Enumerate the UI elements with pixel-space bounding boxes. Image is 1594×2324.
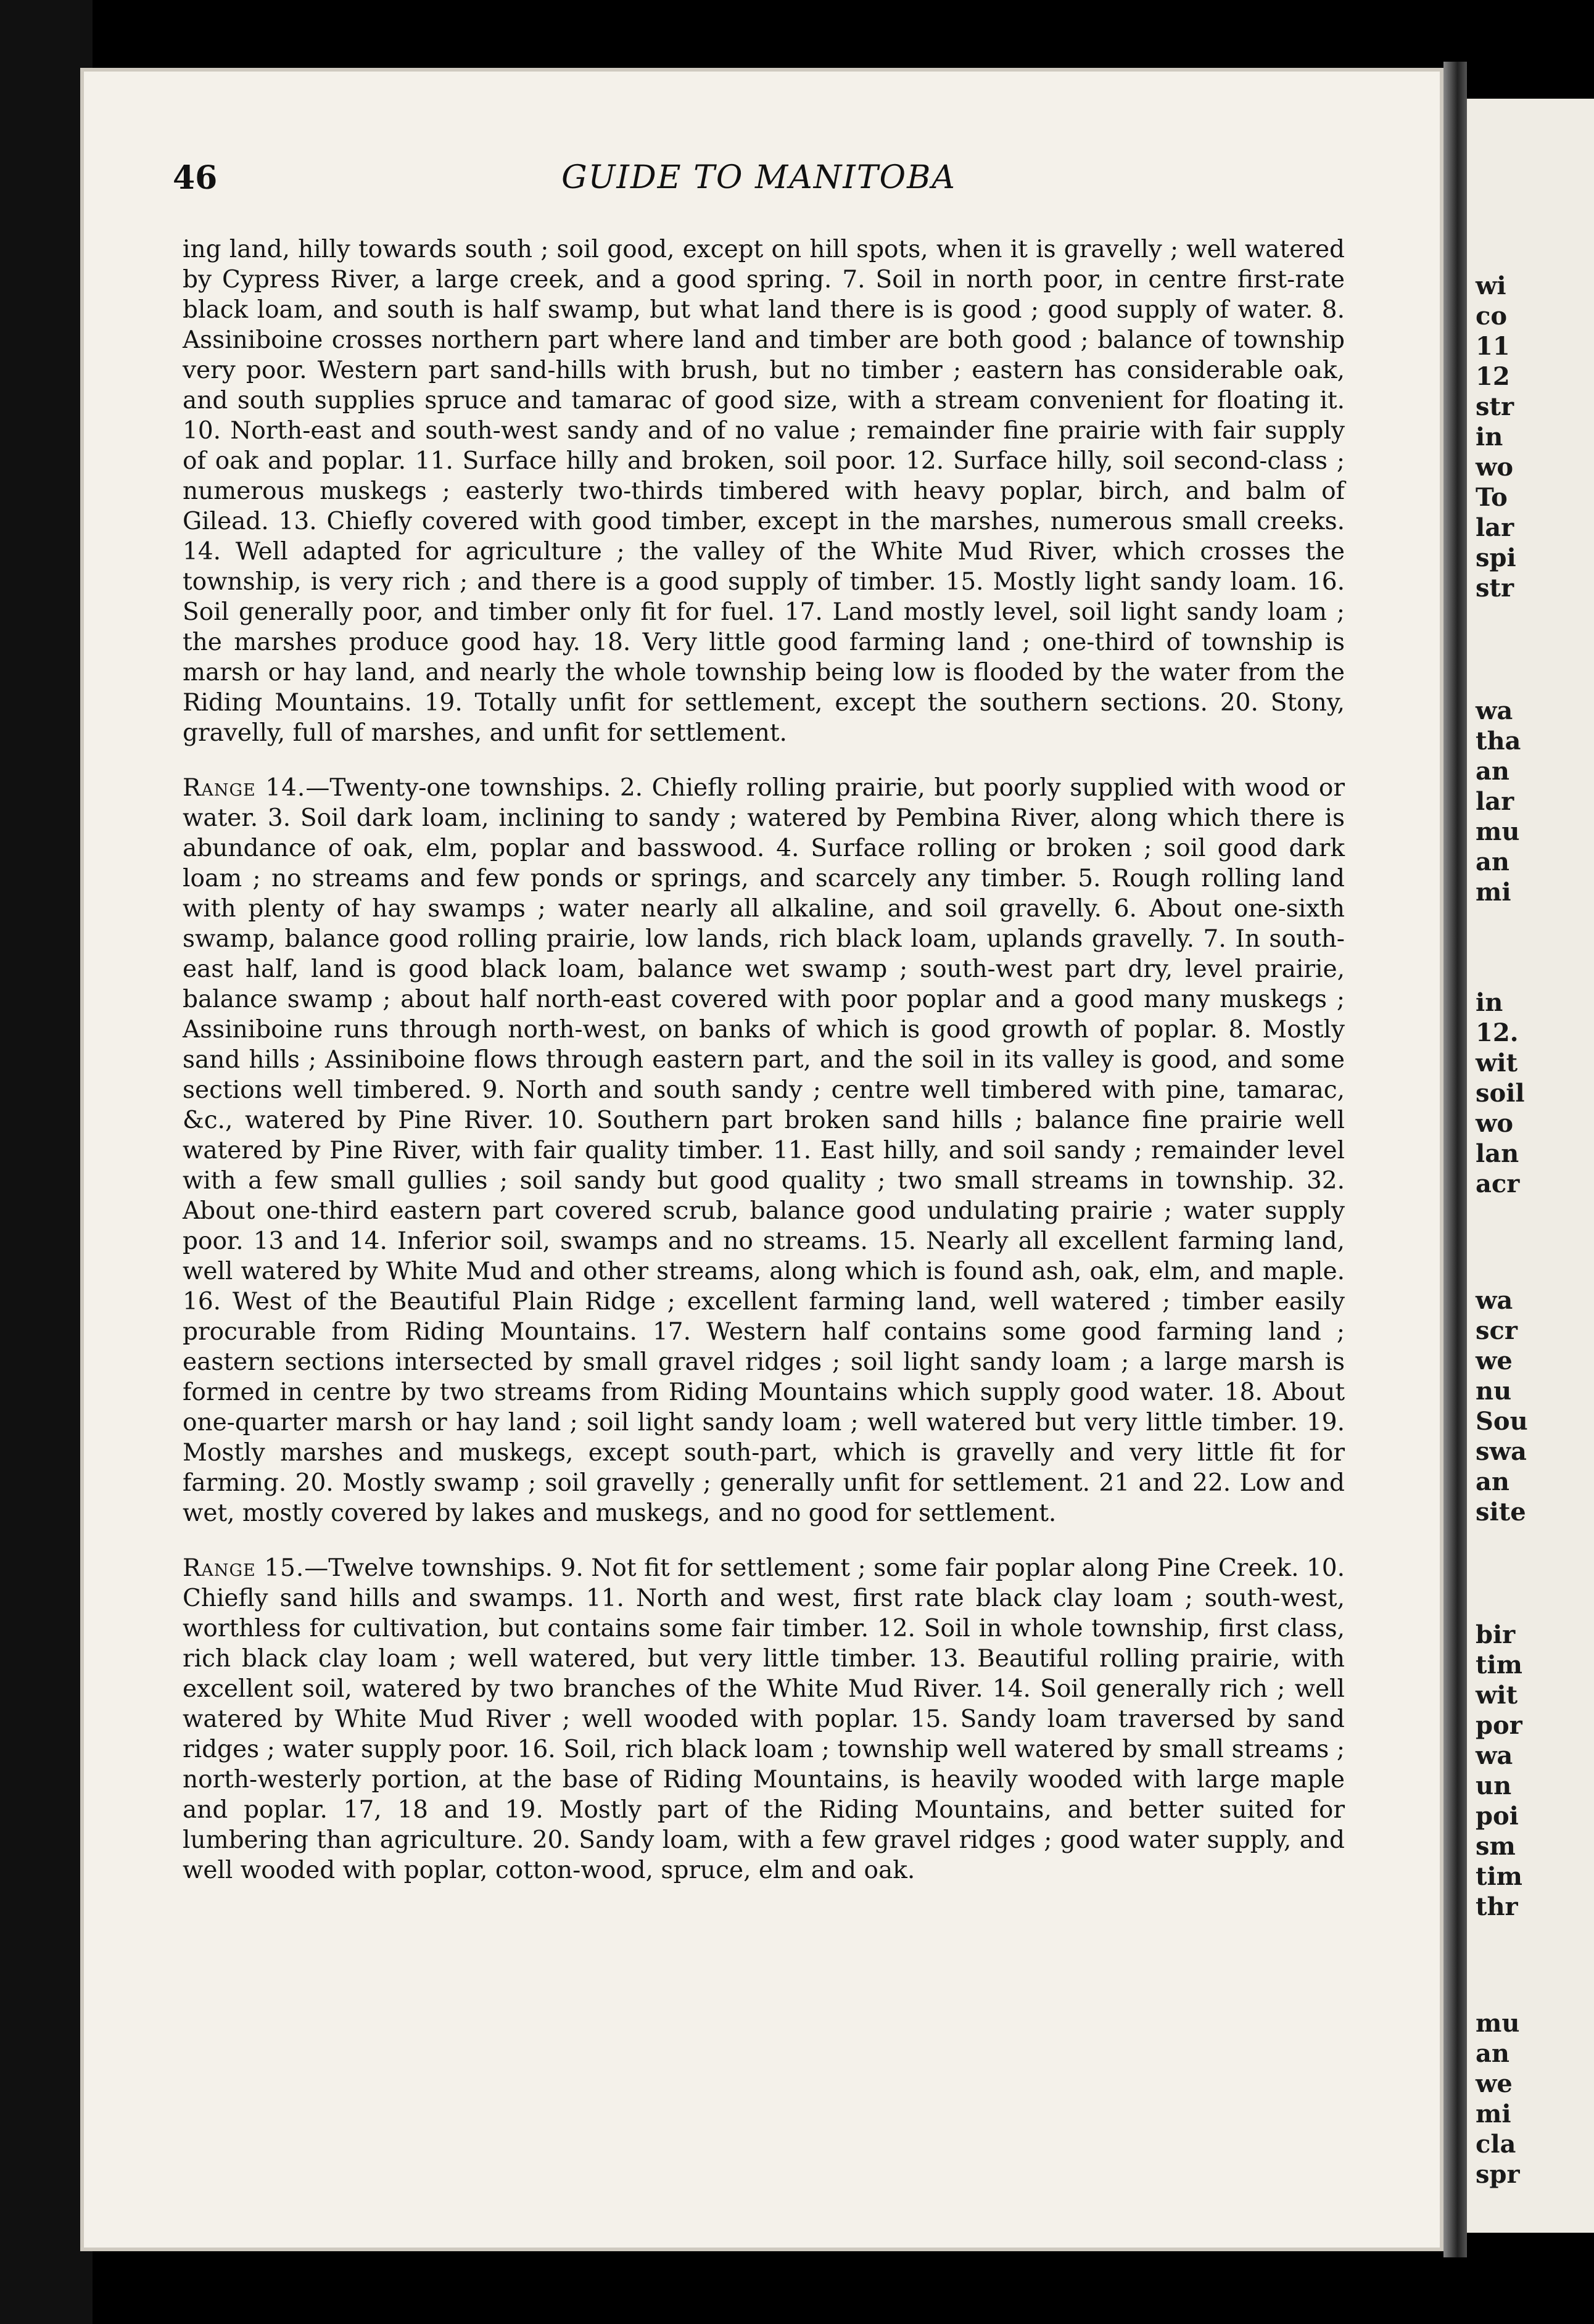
paragraph-text: —Twenty-one townships. 2. Chiefly rolling prairie, but poorly supplied with wood or water. 3. Soil dark loam, inclining to sandy ; watered by Pembina River, along which there is abundance of oak, elm, poplar and basswood. 4. Surface rolling or broken ; soil good dark loam ; no streams and few ponds or springs, and scarcely any timber. 5. Rough rolling land with plenty of hay swamps ; water nearly all alkaline, and soil gravelly. 6. About one-sixth swamp, balance good rolling prairie, low lands, rich black loam, uplands gravelly. 7. In south-east half, land is good black loam, balance wet swamp ; south-west part dry, level prairie, balance swamp ; about half north-east covered with poor poplar and a good many muskegs ; Assiniboine runs through north-west, on banks of which is good growth of poplar. 8. Mostly sand hills ; Assiniboine flows through eastern part, and the soil in its valley is good, and some sections well timbered. 9. North and south sandy ; centre well timbered with pine, tamarac, &c., watered by Pine River. 10. Southern part broken sand hills ; balance fine prairie well watered by Pine River, with fair quality timber. 11. East hilly, and soil sandy ; remainder level with a few small gullies ; soil sandy but good quality ; two small streams in township. 32. About one-third eastern part covered scrub, balance good undulating prairie ; water supply poor. 13 and 14. Inferior soil, swamps and no streams. 15. Nearly all excellent farming land, well watered by White Mud and other streams, along which is found ash, oak, elm, and maple. 16. West of the Beautiful Plain Ridge ; excellent farming land, well watered ; timber easily procurable from Riding Mountains. 17. Western half contains some good farming land ; eastern sections intersected by small gravel ridges ; soil light sandy loam ; a large marsh is formed in centre by two streams from Riding Mountains which supply good water. 18. About one-quarter marsh or hay land ; soil light sandy loam ; well watered but very little timber. 19. Mostly marshes and muskegs, except south-part, which is gravelly and very little fit for farming. 20. Mostly swamp ; soil gravelly ; generally unfit for settlement. 21 and 22. Low and wet, mostly covered by lakes and muskegs, and no good for settlement. <box>183 774 1345 1527</box>
facing-page-fragment: tim <box>1476 1862 1522 1891</box>
paragraph-text: ing land, hilly towards south ; soil good, except on hill spots, when it is gravelly ; well watered by Cypress River, a large creek, and a good spring. 7. Soil in north poor, in centre first-rate black loam, and south is half swamp, but what land there is is good ; good supply of water. 8. Assiniboine crosses northern part where land and timber are both good ; balance of township very poor. Western part sand-hills with brush, but no timber ; eastern has considerable oak, and south supplies spruce and tamarac of good size, with a stream convenient for floating it. 10. North-east and south-west sandy and of no value ; remainder fine prairie with fair supply of oak and poplar. 11. Surface hilly and broken, soil poor. 12. Surface hilly, soil second-class ; numerous muskegs ; easterly two-thirds timbered with heavy poplar, birch, and balm of Gilead. 13. Chiefly covered with good timber, except in the marshes, numerous small creeks. 14. Well adapted for agriculture ; the valley of the White Mud River, which crosses the township, is very rich ; and there is a good supply of timber. 15. Mostly light sandy loam. 16. Soil generally poor, and timber only fit for fuel. 17. Land mostly level, soil light sandy loam ; the marshes produce good hay. 18. Very little good farming land ; one-third of township is marsh or hay land, and nearly the whole township being low is flooded by the water from the Riding Mountains. 19. Totally unfit for settlement, except the southern sections. 20. Stony, gravelly, full of marshes, and unfit for settlement. <box>183 236 1345 747</box>
facing-page-fragment: wa <box>1476 1741 1513 1770</box>
paragraph-range-14 <box>183 773 1345 1528</box>
facing-page-fragment: wi <box>1476 271 1506 300</box>
facing-page-fragment: wit <box>1476 1049 1518 1078</box>
facing-page-fragment: 12. <box>1476 1018 1519 1047</box>
facing-page-fragment: lan <box>1476 1139 1519 1168</box>
facing-page-fragment: co <box>1476 302 1508 331</box>
facing-page-fragment: in <box>1476 422 1503 451</box>
facing-page-fragment: un <box>1476 1771 1512 1800</box>
running-title: GUIDE TO MANITOBA <box>561 159 956 196</box>
facing-page-fragment: spi <box>1476 543 1516 572</box>
facing-page-fragment: an <box>1476 2039 1509 2068</box>
range-label: Range 15. <box>183 1554 305 1582</box>
facing-page-fragment: wit <box>1476 1681 1518 1710</box>
facing-page-fragment: we <box>1476 1346 1513 1375</box>
facing-page-fragment: wa <box>1476 696 1513 725</box>
paragraph-continuation <box>183 234 1345 748</box>
facing-page-fragment: poi <box>1476 1802 1519 1831</box>
facing-page-fragment: an <box>1476 757 1509 786</box>
facing-page-fragment: lar <box>1476 787 1514 816</box>
facing-page-fragment: str <box>1476 392 1514 421</box>
facing-page-fragment: nu <box>1476 1377 1512 1406</box>
facing-page-fragment: 12 <box>1476 362 1510 391</box>
paragraph-text: —Twelve townships. 9. Not fit for settlement ; some fair poplar along Pine Creek. 10. Chiefly sand hills and swamps. 11. North and west, first rate black clay loam ; south-west, worthless for cultivation, but contains some fair timber. 12. Soil in whole township, first class, rich black clay loam ; well watered, but very little timber. 13. Beautiful rolling prairie, with excellent soil, watered by two branches of the White Mud River. 14. Soil generally rich ; well watered by White Mud River ; well wooded with poplar. 15. Sandy loam traversed by sand ridges ; water supply poor. 16. Soil, rich black loam ; township well watered by small streams ; north-westerly portion, at the base of Riding Mountains, is heavily wooded with large maple and poplar. 17, 18 and 19. Mostly part of the Riding Mountains, and better suited for lumbering than agriculture. 20. Sandy loam, with a few gravel ridges ; good water supply, and well wooded with poplar, cotton-wood, spruce, elm and oak. <box>183 1554 1345 1884</box>
left-scan-margin <box>0 0 93 2324</box>
facing-page-fragment: cla <box>1476 2130 1516 2159</box>
facing-page-fragment: site <box>1476 1498 1526 1527</box>
page-number: 46 <box>173 159 218 197</box>
facing-page-fragment: por <box>1476 1711 1522 1740</box>
facing-page-fragment: mi <box>1476 2099 1511 2128</box>
facing-page-fragment: lar <box>1476 513 1514 542</box>
facing-page-fragment: an <box>1476 1467 1509 1496</box>
facing-page-fragment: mi <box>1476 878 1511 907</box>
facing-page-fragment: an <box>1476 847 1509 876</box>
facing-page-fragment: we <box>1476 2069 1513 2098</box>
facing-page-fragment: thr <box>1476 1892 1518 1921</box>
facing-page-edge <box>1467 99 1594 2233</box>
page-header <box>173 159 1345 202</box>
facing-page-fragment: soil <box>1476 1079 1525 1108</box>
facing-page-fragment: mu <box>1476 817 1520 846</box>
facing-page-fragment: Sou <box>1476 1407 1528 1436</box>
facing-page-fragment: str <box>1476 574 1514 603</box>
facing-page-fragment: 11 <box>1476 332 1510 361</box>
facing-page-fragment: wa <box>1476 1286 1513 1315</box>
facing-page-fragment: wo <box>1476 1109 1514 1138</box>
page-body <box>183 234 1345 1910</box>
facing-page-fragment: bir <box>1476 1620 1516 1649</box>
facing-page-fragment: acr <box>1476 1169 1520 1198</box>
facing-page-fragment: scr <box>1476 1316 1518 1345</box>
facing-page-fragment: mu <box>1476 2009 1520 2038</box>
facing-page-fragment: swa <box>1476 1437 1527 1466</box>
facing-page-fragment: in <box>1476 988 1503 1017</box>
range-label: Range 14. <box>183 774 306 802</box>
facing-page-fragment: tha <box>1476 727 1521 756</box>
facing-page-fragment: To <box>1476 483 1508 512</box>
facing-page-fragment: tim <box>1476 1650 1522 1679</box>
facing-page-fragment: wo <box>1476 453 1514 482</box>
book-crease <box>1443 62 1467 2257</box>
facing-page-fragment: sm <box>1476 1832 1516 1861</box>
facing-page-fragment: spr <box>1476 2160 1520 2189</box>
paragraph-range-15 <box>183 1553 1345 1885</box>
